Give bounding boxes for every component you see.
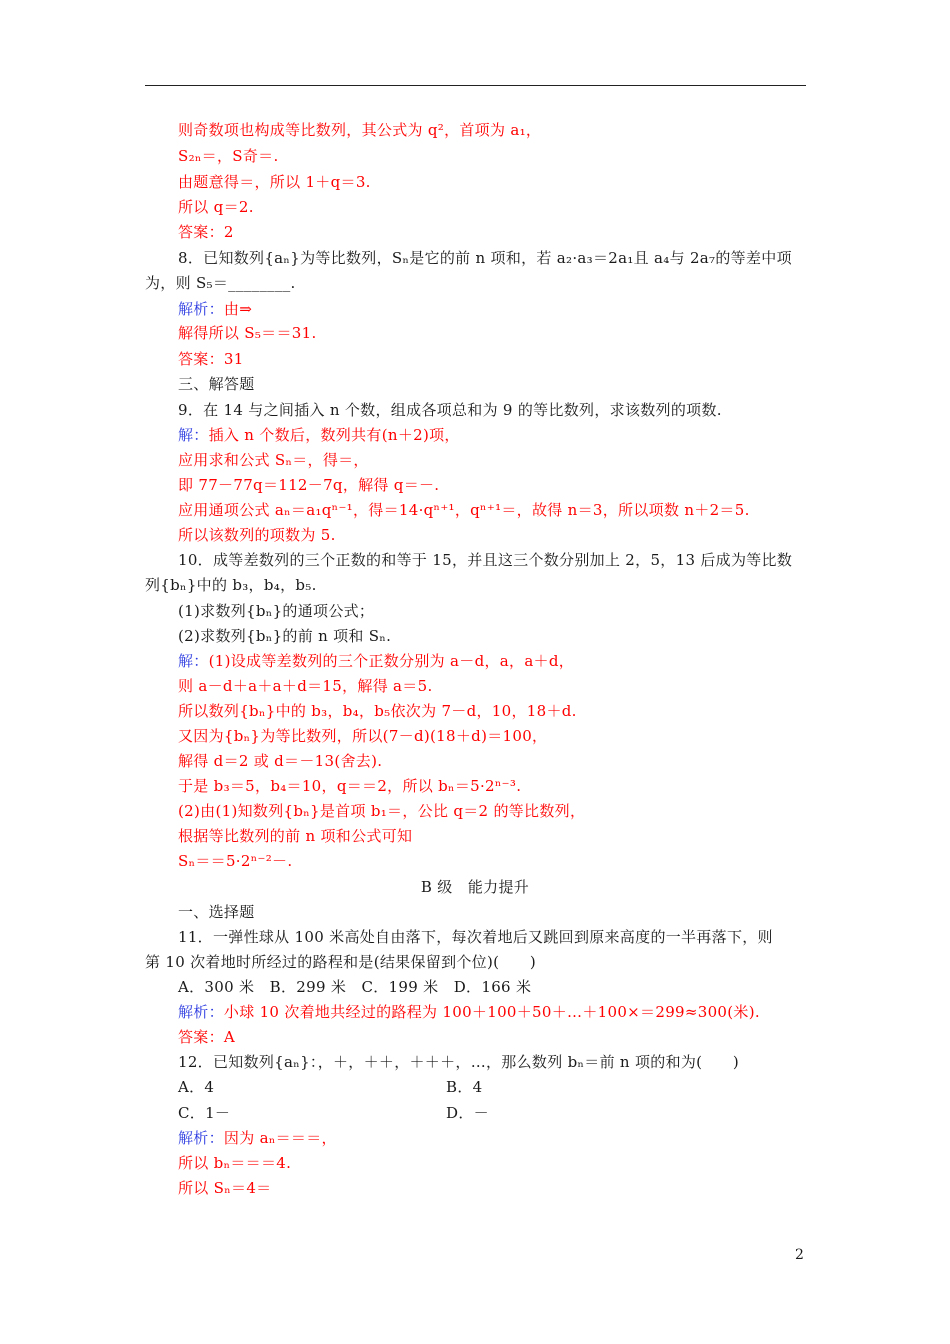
text-line: 又因为{bₙ}为等比数列，所以(7－d)(18＋d)＝100， — [178, 727, 548, 745]
text-line: 则 a－d＋a＋a＋d＝15，解得 a＝5. — [178, 677, 433, 695]
text-line: 12．已知数列{aₙ}：，＋，＋＋，＋＋＋，…，那么数列 bₙ＝前 n 项的和为( ) — [178, 1053, 740, 1071]
text-line: A．300 米 B．299 米 C．199 米 D．166 米 — [178, 978, 532, 996]
text-line: 答案：31 — [178, 350, 244, 368]
text-line: 应用求和公式 Sₙ＝，得＝， — [178, 451, 369, 469]
text-line: 解析：因为 aₙ＝＝＝， — [178, 1129, 337, 1147]
text-line: (2)由(1)知数列{bₙ}是首项 b₁＝，公比 q＝2 的等比数列， — [178, 802, 586, 820]
text-line: 11．一弹性球从 100 米高处自由落下，每次着地后又跳回到原来高度的一半再落下，则 — [178, 928, 773, 946]
text-line: B．4 — [446, 1078, 483, 1096]
text-line: D．－ — [446, 1104, 489, 1122]
text-line: 解：(1)设成等差数列的三个正数分别为 a－d，a，a＋d， — [178, 652, 575, 670]
text-line: 答案：A — [178, 1028, 236, 1046]
text-line: 三、解答题 — [178, 375, 255, 393]
text-line: A．4 — [178, 1078, 215, 1096]
text-line: (1)求数列{bₙ}的通项公式； — [178, 602, 375, 620]
text-line: 8．已知数列{aₙ}为等比数列，Sₙ是它的前 n 项和，若 a₂·a₃＝2a₁且 a₄与 2a₇的等差中项 — [178, 249, 792, 267]
text-line: 一、选择题 — [178, 903, 255, 921]
text-line: C．1－ — [178, 1104, 231, 1122]
text-line: 根据等比数列的前 n 项和公式可知 — [178, 827, 413, 845]
text-line: 解：插入 n 个数后，数列共有(n＋2)项， — [178, 426, 460, 444]
text-line: 于是 b₃＝5，b₄＝10，q＝＝2，所以 bₙ＝5·2ⁿ⁻³. — [178, 777, 522, 795]
text-line: 答案：2 — [178, 223, 234, 241]
text-line: Sₙ＝＝5·2ⁿ⁻²－. — [178, 852, 293, 870]
page-number: 2 — [795, 1247, 804, 1263]
text-line: 由题意得＝，所以 1＋q＝3. — [178, 173, 371, 191]
text-line: 所以 Sₙ＝4＝ — [178, 1179, 272, 1197]
text-line: 9．在 14 与之间插入 n 个数，组成各项总和为 9 的等比数列，求该数列的项数. — [178, 401, 722, 419]
text-line: 所以 q＝2. — [178, 198, 254, 216]
text-line: 10．成等差数列的三个正数的和等于 15，并且这三个数分别加上 2，5，13 后成为等比数 — [178, 551, 793, 569]
text-line: 即 77－77q＝112－7q，解得 q＝－. — [178, 476, 440, 494]
text-line: 所以该数列的项数为 5. — [178, 526, 336, 544]
text-line: 所以 bₙ＝＝＝4. — [178, 1154, 292, 1172]
text-line: 列{bₙ}中的 b₃，b₄，b₅. — [145, 576, 317, 594]
text-line: 所以数列{bₙ}中的 b₃，b₄，b₅依次为 7－d，10，18＋d. — [178, 702, 577, 720]
text-line: 解得所以 S₅＝＝31. — [178, 324, 317, 342]
text-line: 第 10 次着地时所经过的路程和是(结果保留到个位)( ) — [145, 953, 537, 971]
text-line: (2)求数列{bₙ}的前 n 项和 Sₙ. — [178, 627, 392, 645]
text-line: 为，则 S₅＝________. — [145, 274, 296, 292]
text-line: 应用通项公式 aₙ＝a₁qⁿ⁻¹，得＝14·qⁿ⁺¹，qⁿ⁺¹＝，故得 n＝3，所以项数 n＋2＝5. — [178, 501, 750, 519]
text-line: 则奇数项也构成等比数列，其公式为 q²，首项为 a₁， — [178, 121, 542, 139]
header-rule — [145, 85, 806, 86]
text-line: S₂ₙ＝，S奇＝. — [178, 147, 279, 165]
text-line: B 级 能力提升 — [420, 878, 530, 896]
text-line: 解析：小球 10 次着地共经过的路程为 100＋100＋50＋…＋100×＝299≈300(米). — [178, 1003, 760, 1021]
text-line: 解析：由⇒ — [178, 300, 253, 318]
text-line: 解得 d＝2 或 d＝－13(舍去). — [178, 752, 383, 770]
